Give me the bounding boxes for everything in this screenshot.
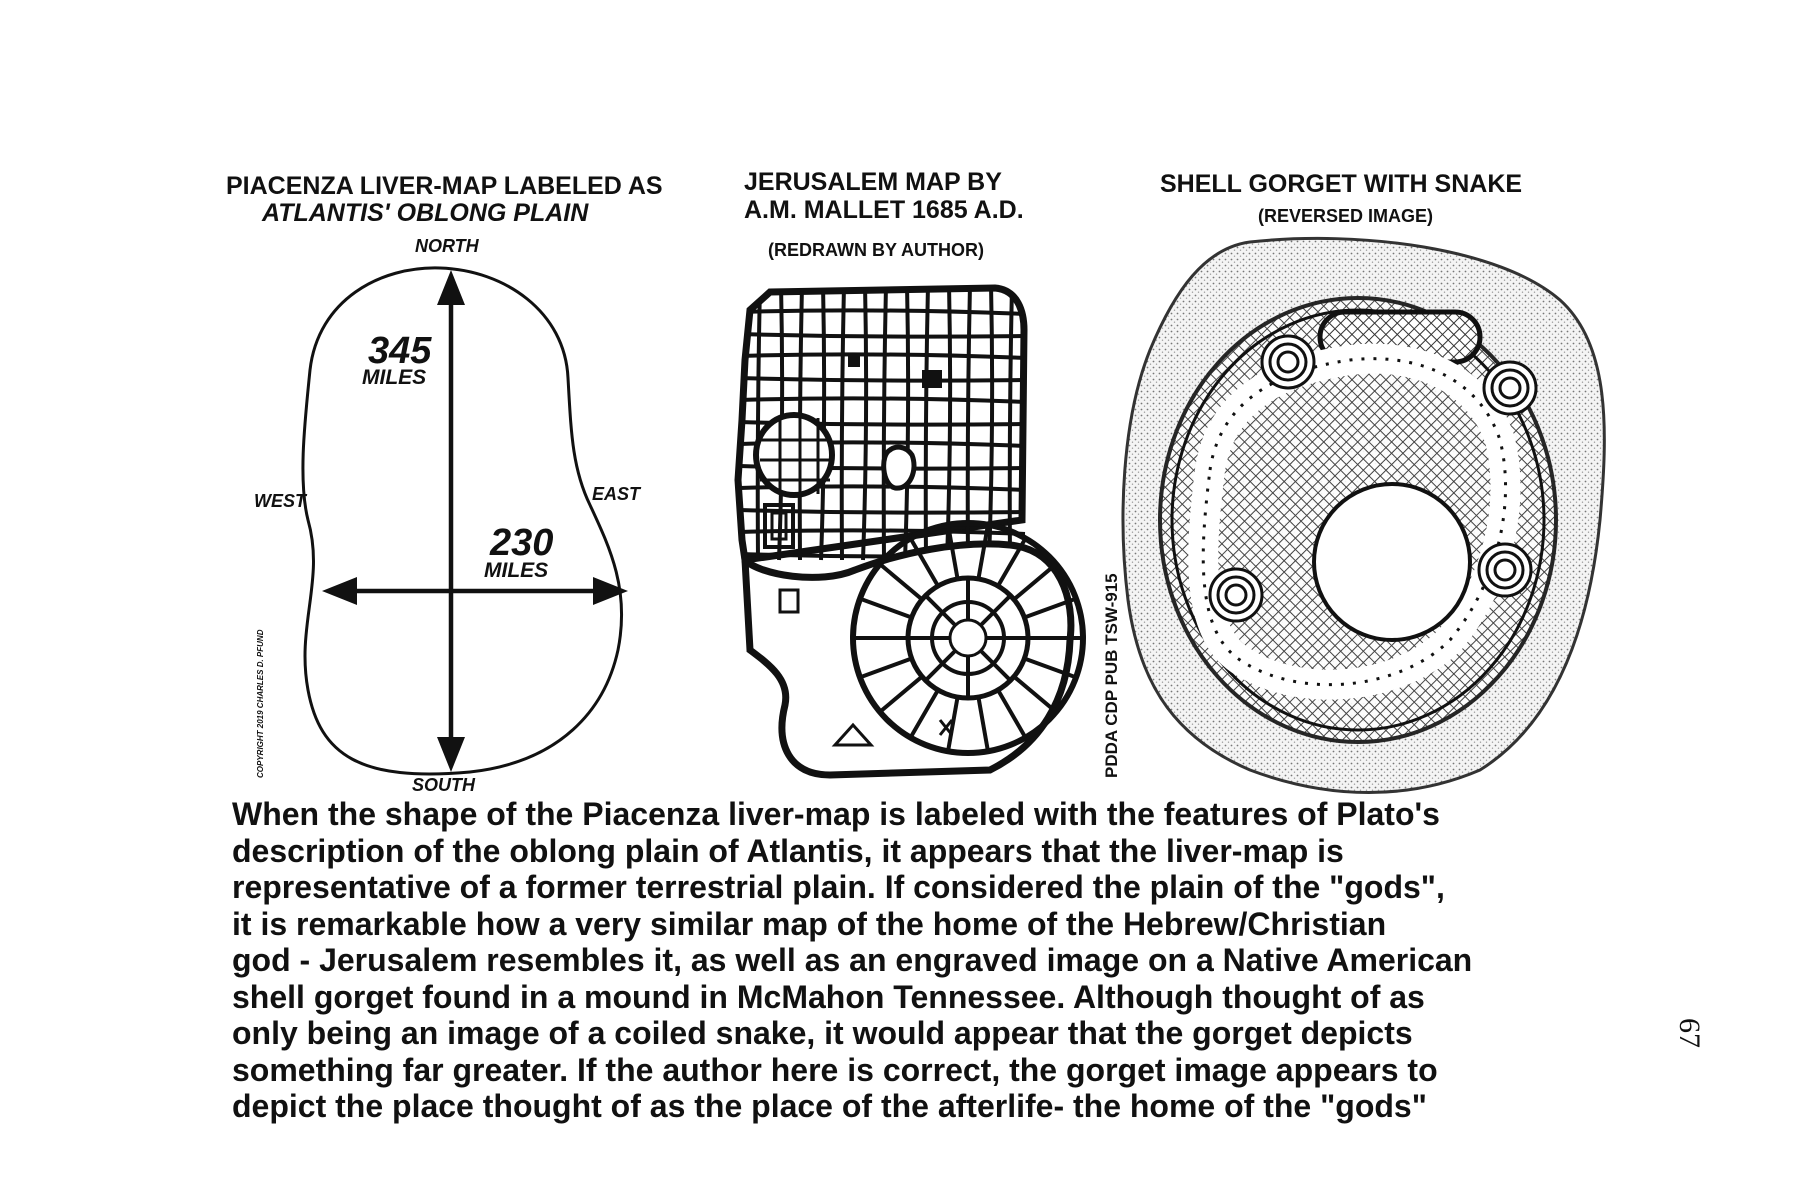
- body-line: it is remarkable how a very similar map of the home of the Hebrew/Christian: [232, 905, 1387, 942]
- length-value: 345: [368, 330, 432, 372]
- body-line: representative of a former terrestrial plain. If considered the plain of the "gods",: [232, 869, 1445, 905]
- north-label: NORTH: [415, 236, 479, 256]
- middle-subtitle: (REDRAWN BY AUTHOR): [768, 240, 984, 260]
- middle-title-line1: JERUSALEM MAP BY: [744, 168, 1002, 196]
- west-label: WEST: [254, 491, 306, 511]
- east-label: EAST: [592, 484, 641, 504]
- right-subtitle: (REVERSED IMAGE): [1258, 206, 1434, 226]
- middle-title-line2: A.M. MALLET 1685 A.D.: [744, 196, 1024, 224]
- copyright-note: COPYRIGHT 2019 CHARLES D. PFUND: [256, 629, 265, 778]
- left-title-line2: ATLANTIS' OBLONG PLAIN: [262, 199, 589, 227]
- body-line: When the shape of the Piacenza liver-map is labeled with the features of Plato's: [232, 796, 1440, 832]
- body-line: something far greater. If the author here is correct, the gorget image appears to: [232, 1051, 1438, 1088]
- body-paragraph: [232, 796, 1702, 1125]
- body-line: shell gorget found in a mound in McMahon Tennessee. Although thought of as: [232, 978, 1425, 1015]
- body-line: description of the oblong plain of Atlantis, it appears that the liver-map is: [232, 832, 1344, 869]
- width-unit: MILES: [484, 559, 549, 582]
- length-unit: MILES: [362, 366, 427, 389]
- body-line: only being an image of a coiled snake, it would appear that the gorget depicts: [232, 1015, 1413, 1051]
- left-title-line1: PIACENZA LIVER-MAP LABELED AS: [226, 172, 663, 200]
- concentric-ring: [1314, 484, 1470, 640]
- right-title: SHELL GORGET WITH SNAKE: [1160, 170, 1523, 198]
- page-number: 67: [1673, 1018, 1706, 1048]
- publisher-note: PDDA CDP PUB TSW-915: [1102, 573, 1121, 778]
- body-line: god - Jerusalem resembles it, as well as an engraved image on a Native American: [232, 942, 1473, 978]
- body-line: depict the place thought of as the place of the afterlife- the home of the "gods": [232, 1088, 1427, 1124]
- south-label: SOUTH: [412, 775, 475, 795]
- width-value: 230: [490, 522, 554, 564]
